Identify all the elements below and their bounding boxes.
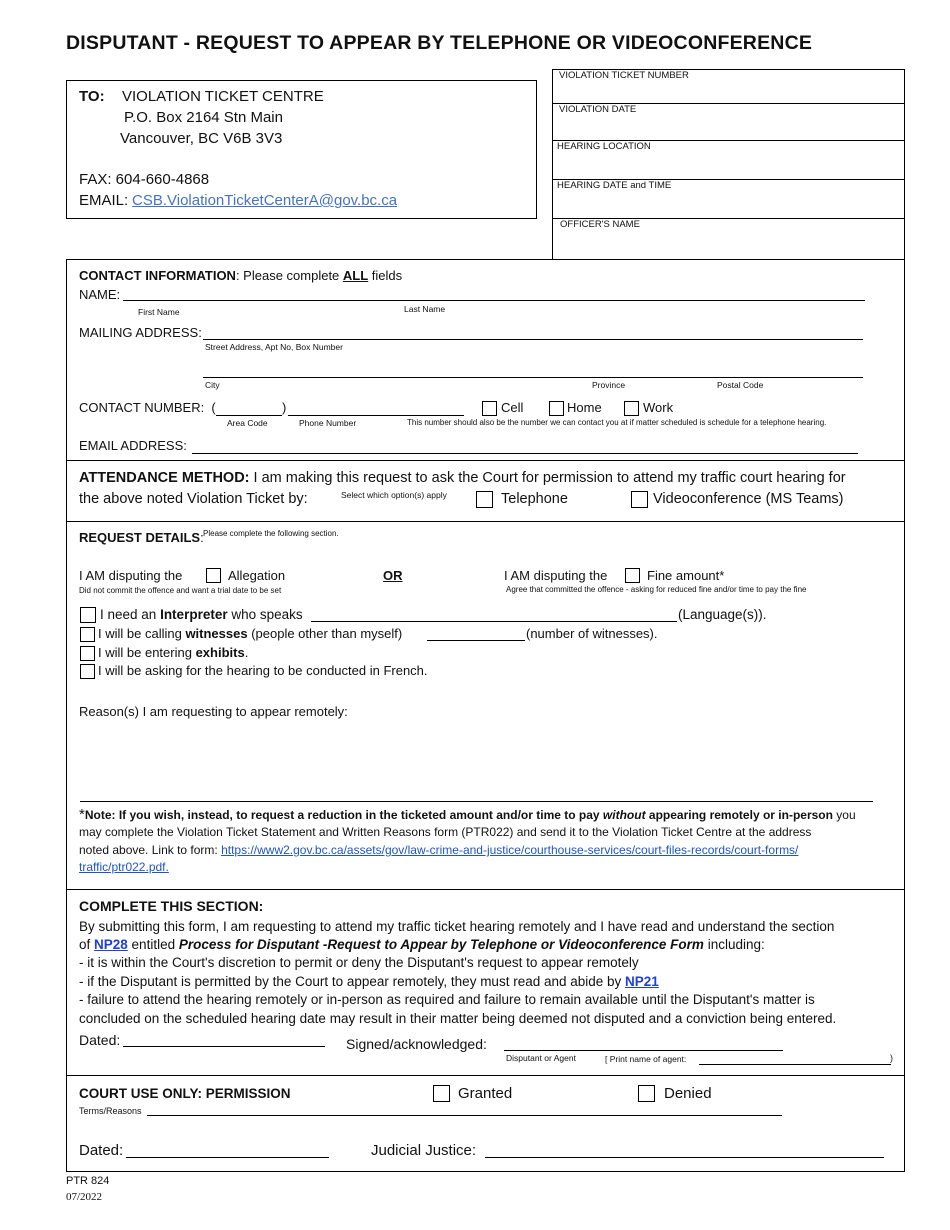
ptr022-link-cont[interactable]: traffic/ptr022.pdf. xyxy=(79,860,169,874)
exhibits-checkbox[interactable] xyxy=(80,646,95,661)
denied-checkbox[interactable] xyxy=(638,1085,655,1102)
recipient-box xyxy=(66,80,537,219)
contact-number-note: This number should also be the number we can contact you at if matter scheduled is schedule for a telephone hearing. xyxy=(407,418,827,427)
recipient-name: VIOLATION TICKET CENTRE xyxy=(122,88,324,105)
allegation-label: Allegation xyxy=(228,568,286,583)
note-line-2: may complete the Violation Ticket Statement and Written Reasons form (PTR022) and send it to the Violation Ticket Centre at the address xyxy=(79,825,812,839)
work-label: Work xyxy=(643,400,674,415)
area-code-input[interactable] xyxy=(216,415,282,416)
court-heading: COURT USE ONLY: PERMISSION xyxy=(79,1086,291,1101)
exhibits-label: I will be entering exhibits. xyxy=(98,645,249,660)
cell-label: Cell xyxy=(501,400,524,415)
email-address-label: EMAIL ADDRESS: xyxy=(79,438,187,453)
field-label: VIOLATION TICKET NUMBER xyxy=(559,70,689,81)
fine-amount-checkbox[interactable] xyxy=(625,568,640,583)
attendance-line-1: ATTENDANCE METHOD: I am making this request to ask the Court for permission to attend my traffic court hearing for xyxy=(79,470,846,486)
fine-note: Agree that committed the offence - asking for reduced fine and/or time to pay the fine xyxy=(506,585,807,594)
signature-input[interactable] xyxy=(504,1050,783,1051)
form-number: PTR 824 xyxy=(66,1175,110,1187)
recipient-address-2: Vancouver, BC V6B 3V3 xyxy=(120,130,283,147)
ticket-info-box xyxy=(552,69,905,260)
request-note: Please complete the following section. xyxy=(203,529,339,538)
judicial-justice-input[interactable] xyxy=(485,1157,884,1158)
field-label: HEARING LOCATION xyxy=(557,141,651,152)
fine-amount-label: Fine amount* xyxy=(647,568,725,583)
reasons-input[interactable] xyxy=(80,801,873,802)
note-line-3: noted above. Link to form: https://www2.gov.bc.ca/assets/gov/law-crime-and-justice/courthouse-services/court-files-records/court-forms/ xyxy=(79,843,799,857)
judicial-justice-label: Judicial Justice: xyxy=(371,1142,477,1159)
telephone-label: Telephone xyxy=(501,491,568,507)
main-form-box xyxy=(66,259,905,1172)
allegation-note: Did not commit the offence and want a trial date to be set xyxy=(79,586,282,595)
complete-heading: COMPLETE THIS SECTION: xyxy=(79,898,264,914)
np21-link[interactable]: NP21 xyxy=(625,974,659,989)
complete-bullet-4: concluded on the scheduled hearing date may result in their matter being deemed not disputed and a conviction being entered. xyxy=(79,1011,837,1026)
granted-checkbox[interactable] xyxy=(433,1085,450,1102)
terms-label: Terms/Reasons xyxy=(79,1106,142,1116)
interpreter-checkbox[interactable] xyxy=(80,607,96,623)
name-input[interactable] xyxy=(123,300,865,301)
area-code-hint: Area Code xyxy=(227,418,268,428)
page-title: DISPUTANT - REQUEST TO APPEAR BY TELEPHONE OR VIDEOCONFERENCE xyxy=(66,32,813,54)
last-name-hint: Last Name xyxy=(404,304,446,314)
home-checkbox[interactable] xyxy=(549,401,564,416)
recipient-email-label: EMAIL: xyxy=(79,192,129,209)
complete-bullet-2: - if the Disputant is permitted by the Court to appear remotely, they must read and abide by NP21 xyxy=(79,974,659,989)
phone-number-hint: Phone Number xyxy=(299,418,357,428)
print-name-hint: [ Print name of agent: xyxy=(605,1054,687,1064)
signed-label: Signed/acknowledged: xyxy=(346,1036,487,1052)
complete-line-2: of NP28 entitled Process for Disputant -Request to Appear by Telephone or Videoconference Form including: xyxy=(79,937,765,952)
witnesses-end-label: (number of witnesses). xyxy=(526,626,658,641)
contact-number-label: CONTACT NUMBER: ( xyxy=(79,400,216,415)
recipient-address-1: P.O. Box 2164 Stn Main xyxy=(124,109,283,126)
province-hint: Province xyxy=(592,380,626,390)
note-line-1: *Note: If you wish, instead, to request a reduction in the ticketed amount and/or time to pay without appearing remotely or in-person you xyxy=(79,806,856,823)
phone-number-input[interactable] xyxy=(288,415,464,416)
city-hint: City xyxy=(205,380,220,390)
reasons-label: Reason(s) I am requesting to appear remotely: xyxy=(79,704,348,719)
allegation-checkbox[interactable] xyxy=(206,568,221,583)
street-address-input[interactable] xyxy=(203,339,863,340)
complete-bullet-3: - failure to attend the hearing remotely or in-person as required and failure to remain available until the Disputant's matter is xyxy=(79,992,815,1007)
recipient-email-link[interactable]: CSB.ViolationTicketCenterA@gov.bc.ca xyxy=(132,192,398,209)
witnesses-checkbox[interactable] xyxy=(80,627,95,642)
ptr022-link[interactable]: https://www2.gov.bc.ca/assets/gov/law-crime-and-justice/courthouse-services/court-files-records/court-forms/ xyxy=(221,843,799,857)
field-label: HEARING DATE and TIME xyxy=(557,180,672,191)
complete-bullet-1: - it is within the Court's discretion to permit or deny the Disputant's request to appear remotely xyxy=(79,955,639,970)
work-checkbox[interactable] xyxy=(624,401,639,416)
name-label: NAME: xyxy=(79,287,121,302)
officer-name-field[interactable] xyxy=(553,219,904,260)
complete-dated-label: Dated: xyxy=(79,1032,121,1048)
divider xyxy=(67,889,904,890)
disputing-label-1: I AM disputing the xyxy=(79,568,183,583)
select-note: Select which option(s) apply xyxy=(341,490,447,500)
complete-dated-input[interactable] xyxy=(123,1046,325,1047)
form-date: 07/2022 xyxy=(66,1191,103,1203)
interpreter-end-label: (Language(s)). xyxy=(678,607,767,622)
mailing-address-label: MAILING ADDRESS: xyxy=(79,325,202,340)
telephone-checkbox[interactable] xyxy=(476,491,493,508)
videoconference-checkbox[interactable] xyxy=(631,491,648,508)
interpreter-language-input[interactable] xyxy=(311,621,677,622)
street-hint: Street Address, Apt No, Box Number xyxy=(205,342,343,352)
field-label: VIOLATION DATE xyxy=(559,104,637,115)
disputing-label-2: I AM disputing the xyxy=(504,568,608,583)
field-label: OFFICER'S NAME xyxy=(560,219,640,230)
witnesses-label: I will be calling witnesses (people other than myself) xyxy=(98,626,403,641)
or-label: OR xyxy=(383,568,403,583)
email-address-input[interactable] xyxy=(192,453,858,454)
request-heading: REQUEST DETAILS: xyxy=(79,530,204,545)
attendance-line-2: the above noted Violation Ticket by: xyxy=(79,491,308,507)
court-dated-input[interactable] xyxy=(126,1157,329,1158)
french-checkbox[interactable] xyxy=(80,664,95,679)
violation-ticket-number-field[interactable] xyxy=(553,70,904,104)
home-label: Home xyxy=(567,400,602,415)
agent-name-input[interactable] xyxy=(699,1064,891,1065)
witness-count-input[interactable] xyxy=(427,640,525,641)
disputant-agent-hint: Disputant or Agent xyxy=(506,1053,576,1063)
court-dated-label: Dated: xyxy=(79,1142,124,1159)
interpreter-label: I need an Interpreter who speaks xyxy=(100,607,303,622)
hearing-date-time-field[interactable] xyxy=(553,180,904,219)
np28-link[interactable]: NP28 xyxy=(94,937,128,952)
videoconference-label: Videoconference (MS Teams) xyxy=(653,491,844,507)
divider xyxy=(67,521,904,522)
terms-input[interactable] xyxy=(147,1115,782,1116)
cell-checkbox[interactable] xyxy=(482,401,497,416)
french-label: I will be asking for the hearing to be conducted in French. xyxy=(98,663,428,678)
divider xyxy=(67,460,904,461)
print-name-bracket: ) xyxy=(890,1053,893,1063)
divider xyxy=(67,1075,904,1076)
postal-hint: Postal Code xyxy=(717,380,764,390)
granted-label: Granted xyxy=(458,1085,513,1102)
complete-line-1: By submitting this form, I am requesting to attend my traffic ticket hearing remotely and I have read and understand the section xyxy=(79,919,835,934)
to-label: TO: xyxy=(79,88,105,105)
recipient-fax: FAX: 604-660-4868 xyxy=(79,171,210,188)
first-name-hint: First Name xyxy=(138,307,180,317)
paren-close: ) xyxy=(282,400,287,415)
denied-label: Denied xyxy=(664,1085,712,1102)
violation-date-field[interactable] xyxy=(553,104,904,141)
contact-heading: CONTACT INFORMATION: Please complete ALL fields xyxy=(79,268,403,283)
hearing-location-field[interactable] xyxy=(553,141,904,180)
city-province-postal-input[interactable] xyxy=(203,377,863,378)
